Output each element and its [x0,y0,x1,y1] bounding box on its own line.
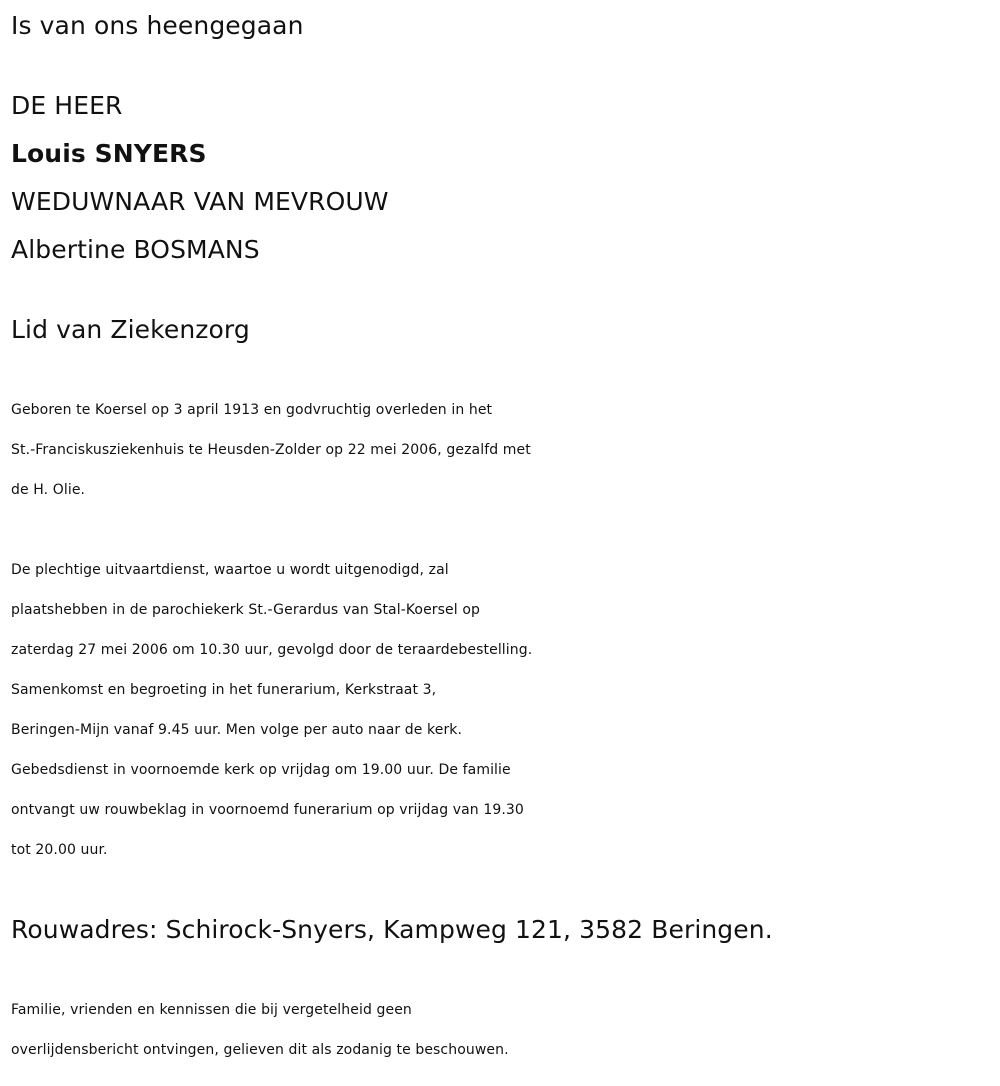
mourning-address: Rouwadres: Schirock-Snyers, Kampweg 121, 3582 Beringen. [11,915,773,944]
paragraph-line: tot 20.00 uur. [11,842,108,858]
birth-death-paragraph [11,390,991,510]
funeral-paragraph [11,550,991,870]
paragraph-line: de H. Olie. [11,482,86,498]
paragraph-line: Samenkomst en begroeting in het funerarium, Kerkstraat 3, [11,682,437,698]
paragraph-line: De plechtige uitvaartdienst, waartoe u wordt uitgenodigd, zal [11,562,449,578]
paragraph-line: ontvangt uw rouwbeklag in voornoemd funerarium op vrijdag van 19.30 [11,802,524,818]
paragraph-line: Gebedsdienst in voornoemde kerk op vrijdag om 19.00 uur. De familie [11,762,511,778]
membership-text: Lid van Ziekenzorg [11,315,250,344]
paragraph-line: Beringen-Mijn vanaf 9.45 uur. Men volge per auto naar de kerk. [11,722,463,738]
deceased-name: Louis SNYERS [11,139,207,168]
paragraph-line: Familie, vrienden en kennissen die bij vergetelheid geen [11,1002,412,1018]
paragraph-line: zaterdag 27 mei 2006 om 10.30 uur, gevolgd door de teraardebestelling. [11,642,533,658]
widower-title: WEDUWNAAR VAN MEVROUW [11,187,389,216]
intro-text: Is van ons heengegaan [11,11,304,40]
closing-paragraph [11,990,991,1070]
paragraph-line: St.-Franciskusziekenhuis te Heusden-Zolder op 22 mei 2006, gezalfd met [11,442,531,458]
paragraph-line: plaatshebben in de parochiekerk St.-Gerardus van Stal-Koersel op [11,602,480,618]
honorific: DE HEER [11,91,123,120]
spouse-name: Albertine BOSMANS [11,235,260,264]
paragraph-line: Geboren te Koersel op 3 april 1913 en godvruchtig overleden in het [11,402,493,418]
paragraph-line: overlijdensbericht ontvingen, gelieven dit als zodanig te beschouwen. [11,1042,509,1058]
